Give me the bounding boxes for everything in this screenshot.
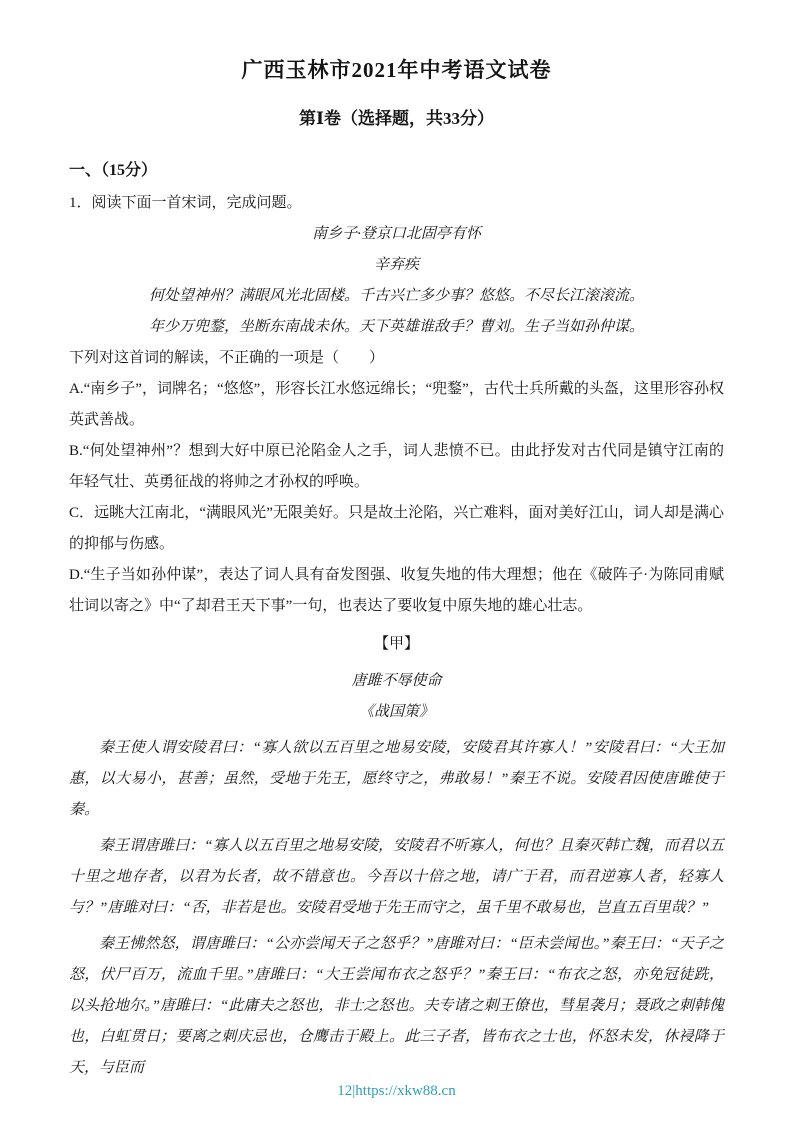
- passage-paragraph-1: 秦王使人谓安陵君曰：“寡人欲以五百里之地易安陵，安陵君其许寡人！”安陵君曰：“大王加惠，以大易小，甚善；虽然，受地于先王，愿终守之，弗敢易！”秦王不说。安陵君因使唐雎使于秦。: [69, 740, 724, 818]
- passage-paragraph-2: 秦王谓唐雎曰：“寡人以五百里之地易安陵，安陵君不听寡人，何也？且秦灭韩亡魏，而君以五十里之地存者，以君为长者，故不错意也。今吾以十倍之地，请广于君，而君逆寡人者，轻寡人与？”唐雎对曰：“否，非若是也。安陵君受地于先王而守之，虽千里不敢易也，岂直五百里哉？”: [69, 838, 724, 916]
- poem-title: 南乡子·登京口北固亭有怀: [312, 226, 481, 242]
- part-heading: 第Ⅰ卷（选择题，共33分）: [299, 109, 494, 128]
- passage-marker: 【甲】: [373, 636, 419, 652]
- option-c: C．远眺大江南北，“满眼风光”无限美好。只是故土沦陷，兴亡难料，面对美好江山，词人却是满心的抑郁与伤感。: [69, 505, 724, 552]
- section-heading: 一、（15分）: [69, 162, 158, 179]
- options-block: [69, 374, 724, 622]
- poem-line-1: 何处望神州？满眼风光北固楼。千古兴亡多少事？悠悠。不尽长江滚滚流。: [148, 288, 644, 304]
- poem-author: 辛弃疾: [373, 257, 419, 273]
- footer-watermark-link[interactable]: 12|https://xkw88.cn: [337, 1083, 456, 1099]
- question-1-intro: 1．阅读下面一首宋词，完成问题。: [69, 195, 302, 211]
- passage-source: 《战国策》: [358, 704, 434, 720]
- passage-title: 唐雎不辱使命: [351, 673, 442, 689]
- poem-line-2: 年少万兜鍪，坐断东南战未休。天下英雄谁敌手？曹刘。生子当如孙仲谋。: [148, 319, 644, 335]
- poem-block: [69, 219, 724, 343]
- question-1-stem: 下列对这首词的解读，不正确的一项是（ ）: [69, 350, 385, 366]
- document-title: 广西玉林市2021年中考语文试卷: [241, 58, 552, 82]
- option-a: A.“南乡子”，词牌名；“悠悠”，形容长江水悠远绵长；“兜鍪”，古代士兵所戴的头盔，这里形容孙权英武善战。: [69, 381, 724, 428]
- passage-block: [69, 629, 724, 1084]
- page-footer: [0, 1082, 793, 1100]
- option-d: D.“生子当如孙仲谋”，表达了词人具有奋发图强、收复失地的伟大理想；他在《破阵子·为陈同甫赋壮词以寄之》中“了却君王天下事”一句，也表达了要收复中原失地的雄心壮志。: [69, 567, 724, 614]
- passage-paragraph-3: 秦王怫然怒，谓唐雎曰：“公亦尝闻天子之怒乎？”唐雎对曰：“臣未尝闻也。”秦王曰：“天子之怒，伏尸百万，流血千里。”唐雎曰：“大王尝闻布衣之怒乎？”秦王曰：“布衣之怒，亦免冠徒跣，以头抢地尔。”唐雎曰：“此庸夫之怒也，非士之怒也。夫专诸之刺王僚也，彗星袭月；聂政之刺韩傀也，白虹贯日；要离之刺庆忌也，仓鹰击于殿上。此三子者，皆布衣之士也，怀怒未发，休祲降于天，与臣而: [69, 936, 724, 1076]
- option-b: B.“何处望神州”？想到大好中原已沦陷金人之手，词人悲愤不已。由此抒发对古代同是镇守江南的年轻气壮、英勇征战的将帅之才孙权的呼唤。: [69, 443, 724, 490]
